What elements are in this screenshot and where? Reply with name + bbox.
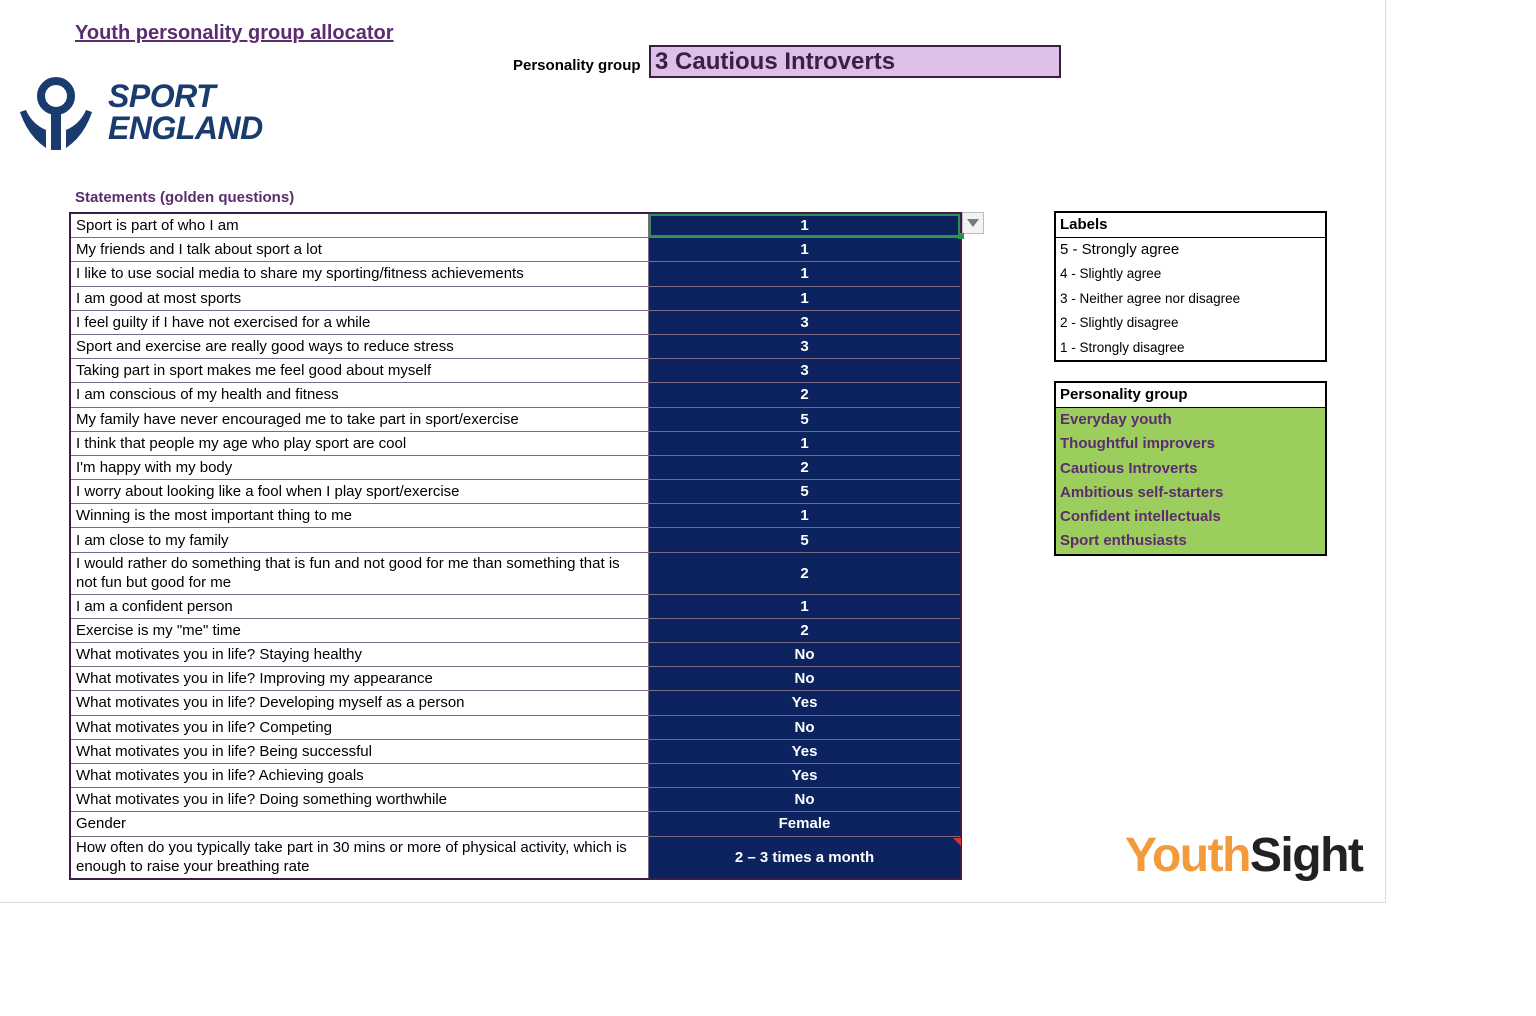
table-row [71, 359, 960, 383]
table-row [71, 262, 960, 286]
answer-cell[interactable]: No [649, 643, 960, 666]
statement-text: I'm happy with my body [71, 456, 649, 479]
statement-text: I am conscious of my health and fitness [71, 383, 649, 406]
answer-cell[interactable]: No [649, 716, 960, 739]
statement-text: I think that people my age who play sport are cool [71, 432, 649, 455]
statement-text: What motivates you in life? Being successful [71, 740, 649, 763]
table-row [71, 595, 960, 619]
page-title[interactable]: Youth personality group allocator [75, 22, 394, 44]
answer-cell[interactable]: 2 [649, 456, 960, 479]
table-row [71, 740, 960, 764]
personality-group-label: Personality group [513, 57, 641, 74]
table-row [71, 812, 960, 836]
sheet-right-edge [1385, 0, 1386, 903]
statement-text: Taking part in sport makes me feel good about myself [71, 359, 649, 382]
statement-text: Gender [71, 812, 649, 835]
group-item: Confident intellectuals [1060, 508, 1221, 526]
statement-text: What motivates you in life? Achieving goals [71, 764, 649, 787]
answer-dropdown-button[interactable] [962, 212, 984, 234]
answer-cell[interactable]: 1 [649, 214, 960, 237]
comment-indicator-icon[interactable] [953, 838, 961, 846]
table-row [71, 287, 960, 311]
statement-text: What motivates you in life? Improving my appearance [71, 667, 649, 690]
group-item: Everyday youth [1060, 411, 1172, 428]
answer-cell[interactable]: Female [649, 812, 960, 835]
answer-cell[interactable]: 3 [649, 311, 960, 334]
statement-text: I would rather do something that is fun and not good for me than something that is not fun but good for me [71, 553, 649, 594]
table-row [71, 432, 960, 456]
answer-cell[interactable]: No [649, 788, 960, 811]
label-item: 5 - Strongly agree [1060, 241, 1180, 258]
answer-cell[interactable]: 1 [649, 432, 960, 455]
answer-cell[interactable]: 1 [649, 287, 960, 310]
group-item: Cautious Introverts [1060, 459, 1198, 477]
answer-cell[interactable]: 5 [649, 408, 960, 431]
personality-groups-heading: Personality group [1056, 383, 1325, 408]
table-row [71, 456, 960, 480]
statement-text: What motivates you in life? Staying healthy [71, 643, 649, 666]
statement-text: Sport is part of who I am [71, 214, 649, 237]
table-row [71, 643, 960, 667]
label-item: 3 - Neither agree nor disagree [1060, 290, 1241, 306]
answer-cell[interactable]: 2 – 3 times a month [649, 837, 960, 878]
table-row [71, 691, 960, 715]
statement-text: Exercise is my "me" time [71, 619, 649, 642]
answer-cell[interactable]: 5 [649, 480, 960, 503]
group-item: Sport enthusiasts [1060, 532, 1187, 550]
answer-cell[interactable]: Yes [649, 691, 960, 714]
statement-text: I am a confident person [71, 595, 649, 618]
table-row [71, 764, 960, 788]
statement-text: Winning is the most important thing to me [71, 504, 649, 527]
answer-cell[interactable]: 1 [649, 595, 960, 618]
statement-text: I like to use social media to share my sporting/fitness achievements [71, 262, 649, 285]
table-row [71, 667, 960, 691]
group-item: Ambitious self-starters [1060, 483, 1224, 501]
table-row [71, 504, 960, 528]
statements-heading: Statements (golden questions) [75, 189, 295, 206]
answer-cell[interactable]: 1 [649, 504, 960, 527]
table-row [71, 480, 960, 504]
table-row [71, 788, 960, 812]
statement-text: My friends and I talk about sport a lot [71, 238, 649, 261]
statement-text: I worry about looking like a fool when I play sport/exercise [71, 480, 649, 503]
table-row [71, 619, 960, 643]
table-row [71, 383, 960, 407]
answer-cell[interactable]: 1 [649, 262, 960, 285]
statement-text: I feel guilty if I have not exercised for a while [71, 311, 649, 334]
table-row [71, 716, 960, 740]
labels-heading: Labels [1056, 213, 1325, 238]
personality-group-result[interactable]: 3 Cautious Introverts [649, 45, 1061, 78]
answer-cell[interactable]: Yes [649, 740, 960, 763]
table-row [71, 335, 960, 359]
answer-cell[interactable]: 5 [649, 528, 960, 551]
sport-england-wordmark: SPORT ENGLAND [108, 78, 263, 146]
answer-cell[interactable]: Yes [649, 764, 960, 787]
statement-text: What motivates you in life? Competing [71, 716, 649, 739]
labels-legend [1054, 211, 1327, 362]
label-item: 2 - Slightly disagree [1060, 315, 1179, 331]
statement-text: How often do you typically take part in 30 mins or more of physical activity, which is enough to raise your breathing rate [71, 837, 649, 878]
sport-england-emblem-icon [16, 74, 96, 154]
table-row [71, 214, 960, 238]
answer-cell[interactable]: 2 [649, 553, 960, 594]
statements-table [69, 212, 962, 880]
statement-text: I am close to my family [71, 528, 649, 551]
table-row [71, 408, 960, 432]
personality-groups-list [1054, 381, 1327, 556]
sheet-bottom-edge [0, 902, 1386, 903]
chevron-down-icon [967, 219, 979, 227]
answer-cell[interactable]: No [649, 667, 960, 690]
answer-cell[interactable]: 2 [649, 619, 960, 642]
statement-text: What motivates you in life? Doing something worthwhile [71, 788, 649, 811]
selection-fill-handle[interactable] [958, 233, 964, 239]
label-item: 4 - Slightly agree [1060, 266, 1162, 282]
group-item: Thoughtful improvers [1060, 435, 1215, 453]
table-row [71, 528, 960, 552]
answer-cell[interactable]: 2 [649, 383, 960, 406]
statement-text: Sport and exercise are really good ways to reduce stress [71, 335, 649, 358]
table-row [71, 837, 960, 878]
table-row [71, 553, 960, 595]
table-row [71, 311, 960, 335]
statement-text: I am good at most sports [71, 287, 649, 310]
answer-cell[interactable]: 3 [649, 359, 960, 382]
answer-cell[interactable]: 1 [649, 238, 960, 261]
statement-text: My family have never encouraged me to take part in sport/exercise [71, 408, 649, 431]
youthsight-logo: YouthSight [1125, 829, 1363, 882]
statement-text: What motivates you in life? Developing myself as a person [71, 691, 649, 714]
label-item: 1 - Strongly disagree [1060, 339, 1185, 355]
answer-cell[interactable]: 3 [649, 335, 960, 358]
table-row [71, 238, 960, 262]
